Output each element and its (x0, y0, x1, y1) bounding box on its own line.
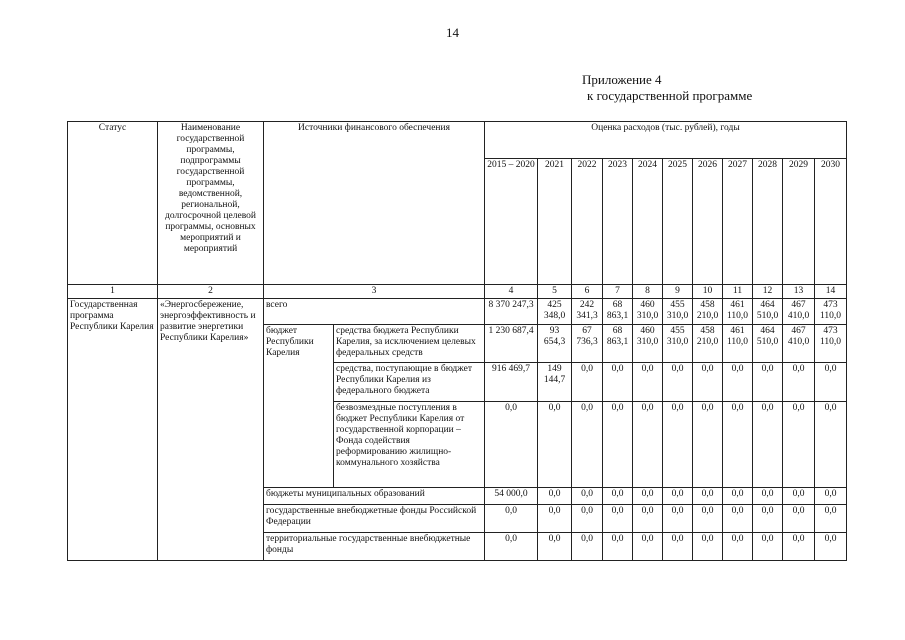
value-cell: 0,0 (693, 363, 723, 402)
value-cell: 1 230 687,4 (485, 325, 538, 363)
value-cell: 0,0 (633, 488, 663, 505)
value-cell: 0,0 (815, 505, 847, 533)
value-cell: 0,0 (633, 402, 663, 488)
column-number: 7 (603, 285, 633, 299)
value-cell: 464 510,0 (753, 299, 783, 325)
value-cell: 460 310,0 (633, 325, 663, 363)
value-cell: 0,0 (485, 505, 538, 533)
value-cell: 0,0 (753, 533, 783, 561)
value-cell: 0,0 (572, 505, 603, 533)
budget-table (67, 121, 847, 561)
page-number: 14 (446, 25, 459, 40)
year-cell: 2024 (633, 159, 663, 285)
value-cell: 68 863,1 (603, 299, 633, 325)
value-cell: 473 110,0 (815, 325, 847, 363)
value-cell: 425 348,0 (538, 299, 572, 325)
value-cell: 0,0 (815, 402, 847, 488)
appendix-line-2: к государственной программе (587, 88, 753, 103)
column-number: 12 (753, 285, 783, 299)
value-cell: 0,0 (753, 402, 783, 488)
value-cell: 0,0 (603, 488, 633, 505)
value-cell: 0,0 (603, 533, 633, 561)
value-cell: 0,0 (783, 402, 815, 488)
value-cell: 473 110,0 (815, 299, 847, 325)
appendix-line-1: Приложение 4 (582, 72, 662, 87)
value-cell: 0,0 (603, 363, 633, 402)
appendix-heading (582, 72, 752, 104)
value-cell: 0,0 (663, 363, 693, 402)
value-cell: 0,0 (633, 505, 663, 533)
program-name-cell: «Энергосбережение, энергоэффективность и развитие энергетики Республики Карелия» (158, 299, 264, 561)
year-cell: 2015 – 2020 (485, 159, 538, 285)
value-cell: 455 310,0 (663, 325, 693, 363)
value-cell: 93 654,3 (538, 325, 572, 363)
value-cell: 0,0 (572, 533, 603, 561)
value-cell: 461 110,0 (723, 325, 753, 363)
value-cell: 467 410,0 (783, 299, 815, 325)
column-number: 9 (663, 285, 693, 299)
value-cell: 0,0 (693, 533, 723, 561)
value-cell: 0,0 (753, 488, 783, 505)
year-cell: 2022 (572, 159, 603, 285)
source-label: государственные внебюджетные фонды Российской Федерации (264, 505, 485, 533)
column-number: 4 (485, 285, 538, 299)
value-cell: 464 510,0 (753, 325, 783, 363)
value-cell: 460 310,0 (633, 299, 663, 325)
value-cell: 0,0 (572, 488, 603, 505)
year-cell: 2030 (815, 159, 847, 285)
column-number: 6 (572, 285, 603, 299)
value-cell: 0,0 (663, 402, 693, 488)
value-cell: 455 310,0 (663, 299, 693, 325)
value-cell: 0,0 (783, 505, 815, 533)
value-cell: 458 210,0 (693, 325, 723, 363)
year-cell: 2023 (603, 159, 633, 285)
value-cell: 0,0 (783, 488, 815, 505)
value-cell: 0,0 (815, 533, 847, 561)
value-cell: 0,0 (538, 488, 572, 505)
column-number: 10 (693, 285, 723, 299)
value-cell: 0,0 (723, 402, 753, 488)
value-cell: 0,0 (783, 533, 815, 561)
value-cell: 149 144,7 (538, 363, 572, 402)
value-cell: 0,0 (633, 363, 663, 402)
value-cell: 0,0 (538, 402, 572, 488)
value-cell: 0,0 (753, 505, 783, 533)
value-cell: 0,0 (538, 533, 572, 561)
header-row (68, 122, 847, 159)
value-cell: 67 736,3 (572, 325, 603, 363)
value-cell: 0,0 (485, 402, 538, 488)
column-numbers-row (68, 285, 847, 299)
year-cell: 2028 (753, 159, 783, 285)
value-cell: 0,0 (663, 488, 693, 505)
value-cell: 0,0 (723, 533, 753, 561)
value-cell: 0,0 (572, 402, 603, 488)
year-cell: 2021 (538, 159, 572, 285)
value-cell: 467 410,0 (783, 325, 815, 363)
value-cell: 0,0 (633, 533, 663, 561)
value-cell: 0,0 (753, 363, 783, 402)
header-name: Наименование государственной программы, подпрограммы государственной программы, ведомственной, региональной, долгосрочной целевой программы, основных мероприятий и мероприятий (158, 122, 264, 285)
value-cell: 458 210,0 (693, 299, 723, 325)
source-label: бюджеты муниципальных образований (264, 488, 485, 505)
value-cell: 8 370 247,3 (485, 299, 538, 325)
value-cell: 0,0 (663, 505, 693, 533)
year-cell: 2029 (783, 159, 815, 285)
value-cell: 0,0 (693, 488, 723, 505)
source-label: средства бюджета Республики Карелия, за исключением целевых федеральных средств (334, 325, 485, 363)
source-label: территориальные государственные внебюджетные фонды (264, 533, 485, 561)
value-cell: 68 863,1 (603, 325, 633, 363)
value-cell: 916 469,7 (485, 363, 538, 402)
value-cell: 0,0 (693, 402, 723, 488)
header-status: Статус (68, 122, 158, 285)
year-cell: 2025 (663, 159, 693, 285)
value-cell: 0,0 (603, 505, 633, 533)
value-cell: 242 341,3 (572, 299, 603, 325)
value-cell: 0,0 (603, 402, 633, 488)
header-estimate: Оценка расходов (тыс. рублей), годы (485, 122, 847, 159)
column-number: 11 (723, 285, 753, 299)
value-cell: 0,0 (723, 505, 753, 533)
status-cell: Государственная программа Республики Карелия (68, 299, 158, 561)
value-cell: 461 110,0 (723, 299, 753, 325)
value-cell: 0,0 (815, 488, 847, 505)
budget-label-cell: бюджет Республики Карелия (264, 325, 334, 488)
value-cell: 0,0 (538, 505, 572, 533)
value-cell: 0,0 (723, 488, 753, 505)
source-label: безвозмездные поступления в бюджет Республики Карелия от государственной корпорации – Фонда содействия реформированию жилищно-коммунального хозяйства (334, 402, 485, 488)
value-cell: 0,0 (723, 363, 753, 402)
year-cell: 2026 (693, 159, 723, 285)
column-number: 14 (815, 285, 847, 299)
value-cell: 0,0 (663, 533, 693, 561)
column-number: 13 (783, 285, 815, 299)
source-label: всего (264, 299, 485, 325)
value-cell: 0,0 (693, 505, 723, 533)
year-cell: 2027 (723, 159, 753, 285)
header-sources: Источники финансового обеспечения (264, 122, 485, 285)
table-row (68, 299, 847, 325)
source-label: средства, поступающие в бюджет Республики Карелия из федерального бюджета (334, 363, 485, 402)
column-number: 5 (538, 285, 572, 299)
value-cell: 0,0 (815, 363, 847, 402)
column-number: 3 (264, 285, 485, 299)
value-cell: 0,0 (572, 363, 603, 402)
column-number: 1 (68, 285, 158, 299)
value-cell: 0,0 (485, 533, 538, 561)
column-number: 2 (158, 285, 264, 299)
column-number: 8 (633, 285, 663, 299)
value-cell: 0,0 (783, 363, 815, 402)
value-cell: 54 000,0 (485, 488, 538, 505)
